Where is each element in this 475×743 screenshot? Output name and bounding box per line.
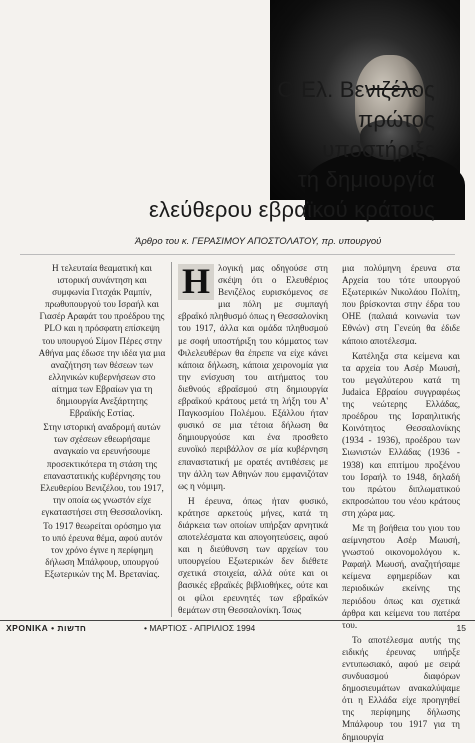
paragraph: Στην ιστορική αναδρομή αυτών των σχέσεων εθεωρήσαμε αναγκαίο να ερευνήσουμε προσεκτικότερα τη στάση της επαναστατικής κυβέρνησης του Ελευθερίου Βενιζέλου, του 1917, την οποία ως γνωστόν είχε εγκαταστήσει στη Θεσσαλονίκη.: [40, 422, 164, 517]
body-column-1: [178, 262, 328, 617]
paragraph: μια πολύμηνη έρευνα στα Αρχεία του τότε υπουργού Εξωτερικών Νικολάου Πολίτη, που βρίσκονται στην έδρα του ΟΗΕ (παλαιά κοινωνία των Εθνών) στη Γενεύη θα έδιδε κάποιο αποτέλεσμα.: [342, 263, 460, 346]
byline-divider: [20, 254, 455, 255]
page-number: 15: [456, 623, 466, 633]
footer-divider: [0, 620, 475, 621]
issue-date: • ΜΑΡΤΙΟΣ - ΑΠΡΙΛΙΟΣ 1994: [144, 623, 256, 633]
title-line: Ο Ελ. Βενιζέλος: [277, 76, 435, 102]
paragraph: λογική μας οδηγούσε στη σκέψη ότι ο Ελευθέριος Βενιζέλος ευρισκόμενος σε μια πόλη με συμπαγή εβραϊκό πληθυσμό όπως η Θεσσαλονίκη του 1917, άλλα και ομάδα πληθυσμού με σοφή υποστήριξη του κόμματος των Φιλελευθέρων θα έπρεπε να είχε κάνει κάποια δήλωση, κάποια χειρονομία για την ενίσχυση του αιτήματος του διεθνούς εβραϊσμού στη δημιουργία εβραϊκού κράτους μετά τη λήξη του Α' Παγκοσμίου Πολέμου. Εξάλλου ήταν φυσικό σε μια τέτοια δήλωση θα δημιουργούσε και ένα προσθετο ευνοϊκό περιβάλλον σε μία κυβέρνηση επαναστατική με ορατές αντιθέσεις με την άλλη των Αθηνών που εμφανιζόταν ως η νόμιμη.: [178, 263, 328, 491]
column-divider: [171, 262, 172, 617]
paragraph: Με τη βοήθεια του γιου του αείμνηστου Ασέρ Μωυσή, γνωστού οικονομολόγου κ. Ραφαήλ Μωυσή, αναζητήσαμε κείμενα εφημερίδων και περιοδικών εκείνης της περιόδου όπως και σχετικά άρθρα και κείμενα του πατέρα του.: [342, 522, 460, 630]
title-line: υποστήριξε: [322, 136, 435, 162]
page-footer: [6, 623, 466, 633]
paragraph: Το αποτέλεσμα αυτής της ειδικής έρευνας υπήρξε εντυπωσιακό, αφού με σειρά συνδυασμού διαφόρων δημοσιευμάτων ανακαλύψαμε ότι η Ελλάδα είχε προηγηθεί της περίφημης δήλωσης Μπάλφουρ του 1917 για τη δημιουργία: [342, 634, 460, 742]
magazine-name: ΧΡΟΝΙΚΑ • חדשות: [6, 623, 87, 633]
intro-column: [38, 262, 166, 617]
title-line: ελεύθερου εβραϊκού κράτους: [149, 196, 435, 222]
paragraph: Η τελευταία θεαματική και ιστορική συνάντηση και συμφωνία Γιτσχάκ Ραμπίν, πρωθυπουργού του Ισραήλ και Γιασέρ Αραφάτ του προέδρου της PLO και η πρόσφατη επίσκεψη του υπουργού Σίμον Πέρες στην Αθήνα μας έδωσε την ιδέα για μια αναζήτηση των θέσεων των ελληνικών κυβερνήσεων στο αίτημα των Εβραίων για τη δημιουργία Ανεξάρτητης Εβραϊκής Εστίας.: [38, 263, 166, 419]
article-byline: Άρθρο του κ. ΓΕΡΑΣΙΜΟΥ ΑΠΟΣΤΟΛΑΤΟΥ, πρ. υπουργού: [135, 236, 382, 247]
title-line: πρώτος: [358, 106, 435, 132]
paragraph: Η έρευνα, όπως ήταν φυσικό, κράτησε αρκετούς μήνες, κατά τη διάρκεια των οποίων υπήρξαν αρνητικά αποτελέσματα και απογοητεύσεις, αφού και η διεύθυνση των αρχείων του υπουργείου Εξωτερικών δεν διέθετε σχετικά στοιχεία, αλλά ούτε και οι βασικές εβραϊκές βιβλιοθήκες, ούτε και οι φίλοι ερευνητές των εβραϊκών θεμάτων στη Θεσσαλονίκη. Ίσως: [178, 495, 328, 615]
paragraph: Το 1917 θεωρείται ορόσημο για το υπό έρευνα θέμα, αφού αυτόν τον χρόνο έγινε η περίφημη δήλωση Μπάλφουρ, υπουργού Εξωτερικών της Μ. Βρετανίας.: [41, 520, 163, 580]
body-column-2: [342, 262, 460, 742]
paragraph: Κατέληξα στα κείμενα και τα αρχεία του Ασέρ Μωυσή, του μεγαλύτερου κατά τη Judaica Εβραίου συγγραφέως της νεώτερης Ελλάδας, προέδρου της Ισραηλιτικής Κοινότητος Θεσσαλονίκης (1934 - 1936), προέδρου των Σιωνιστών Ελλάδας (1936 - 1938) και επιτίμου προξένου του Ισραήλ το 1948, δηλαδή του πρώτου διπλωματικού εκπροσώπου του νέου κράτους στη χώρα μας.: [342, 350, 460, 518]
drop-cap: Η: [178, 264, 214, 300]
title-line: τη δημιουργία: [297, 166, 435, 192]
article-title: [135, 75, 435, 225]
